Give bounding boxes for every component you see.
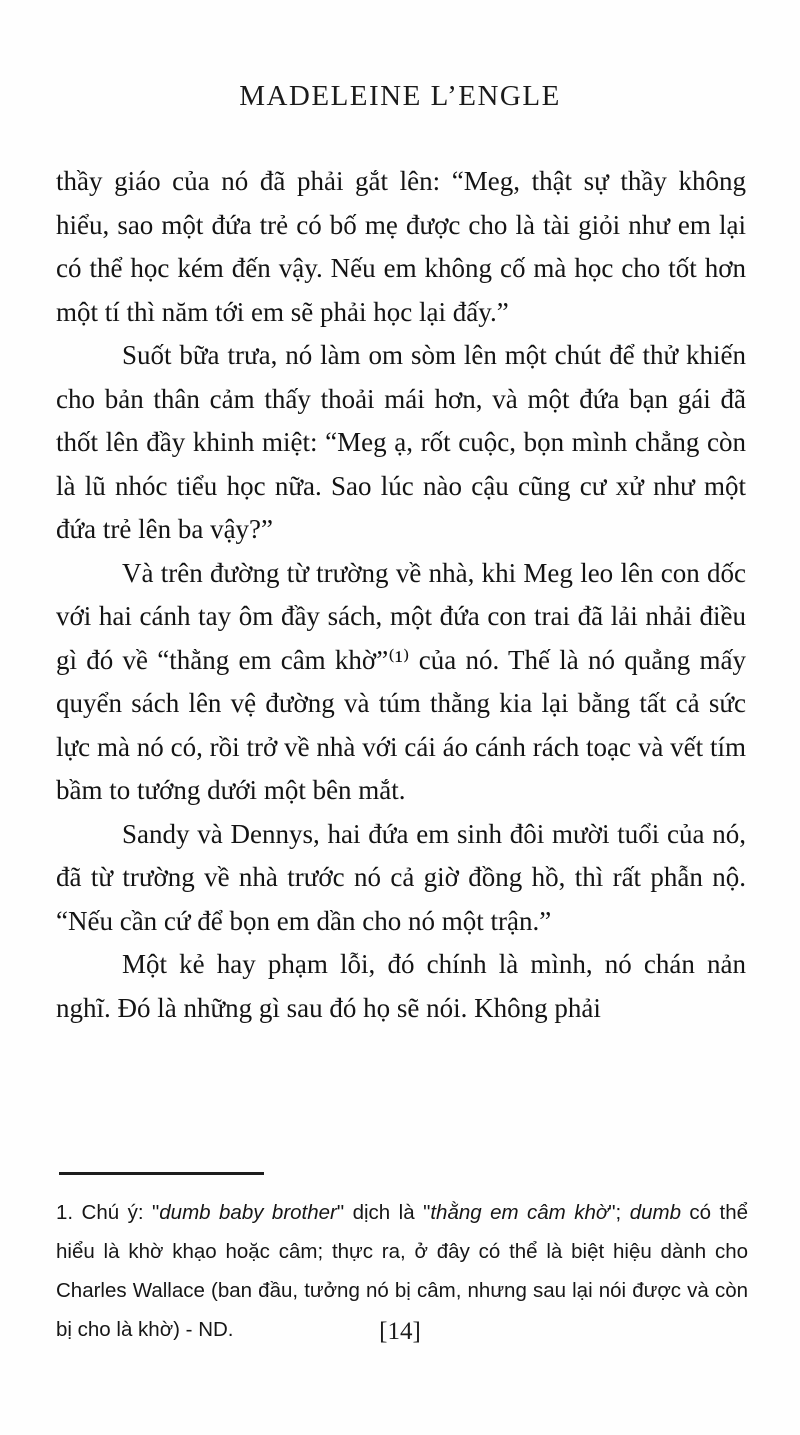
footnote-segment: có thể hiểu là khờ khạo hoặc câm; thực ra, ở đây có thể là biệt hiệu dành cho Charles Wallace (ban đầu, tưởng nó bị câm, nhưng sau lại nói được và còn bị cho là khờ) - ND. bbox=[56, 1201, 749, 1341]
paragraph: thầy giáo của nó đã phải gắt lên: “Meg, thật sự thầy không hiểu, sao một đứa trẻ có bố mẹ được cho là tài giỏi như em lại có thể học kém đến vậy. Nếu em không cố mà học cho tốt hơn một tí thì năm tới em sẽ phải học lại đấy.” bbox=[56, 166, 746, 327]
footnote-separator-rule bbox=[59, 1172, 264, 1175]
paragraph: Và trên đường từ trường về nhà, khi Meg leo lên con dốc với hai cánh tay ôm đầy sách, một đứa con trai đã lải nhải điều gì đó về “thằng em câm khờ”⁽¹⁾ của nó. Thế là nó quẳng mấy quyển sách lên vệ đường và túm thằng kia lại bằng tất cả sức lực mà nó có, rồi trở về nhà với cái áo cánh rách toạc và vết tím bầm to tướng dưới một bên mắt. bbox=[56, 557, 746, 805]
footnote-italic-segment: dumb baby brother bbox=[159, 1201, 337, 1224]
footnote-segment: 1. Chú ý: " bbox=[56, 1201, 160, 1224]
footnote-segment: " dịch là " bbox=[336, 1201, 431, 1224]
footnote-italic-segment: thằng em câm khờ bbox=[430, 1201, 609, 1224]
paragraph: Sandy và Dennys, hai đứa em sinh đôi mười tuổi của nó, đã từ trường về nhà trước nó cả giờ đồng hồ, thì rất phẫn nộ. “Nếu cần cứ để bọn em dần cho nó một trận.” bbox=[56, 818, 746, 936]
footnote-italic-segment: dumb bbox=[629, 1201, 681, 1224]
running-header: MADELEINE L’ENGLE bbox=[239, 80, 561, 112]
body-text bbox=[56, 160, 746, 1030]
paragraph: Một kẻ hay phạm lỗi, đó chính là mình, nó chán nản nghĩ. Đó là những gì sau đó họ sẽ nói. Không phải bbox=[56, 949, 746, 1023]
paragraph: Suốt bữa trưa, nó làm om sòm lên một chút để thử khiến cho bản thân cảm thấy thoải mái hơn, và một đứa bạn gái đã thốt lên đầy khinh miệt: “Meg ạ, rốt cuộc, bọn mình chẳng còn là lũ nhóc tiểu học nữa. Sao lúc nào cậu cũng cư xử như một đứa trẻ lên ba vậy?” bbox=[56, 340, 746, 544]
footnote-segment: "; bbox=[608, 1201, 630, 1224]
page-number: [14] bbox=[379, 1318, 421, 1345]
